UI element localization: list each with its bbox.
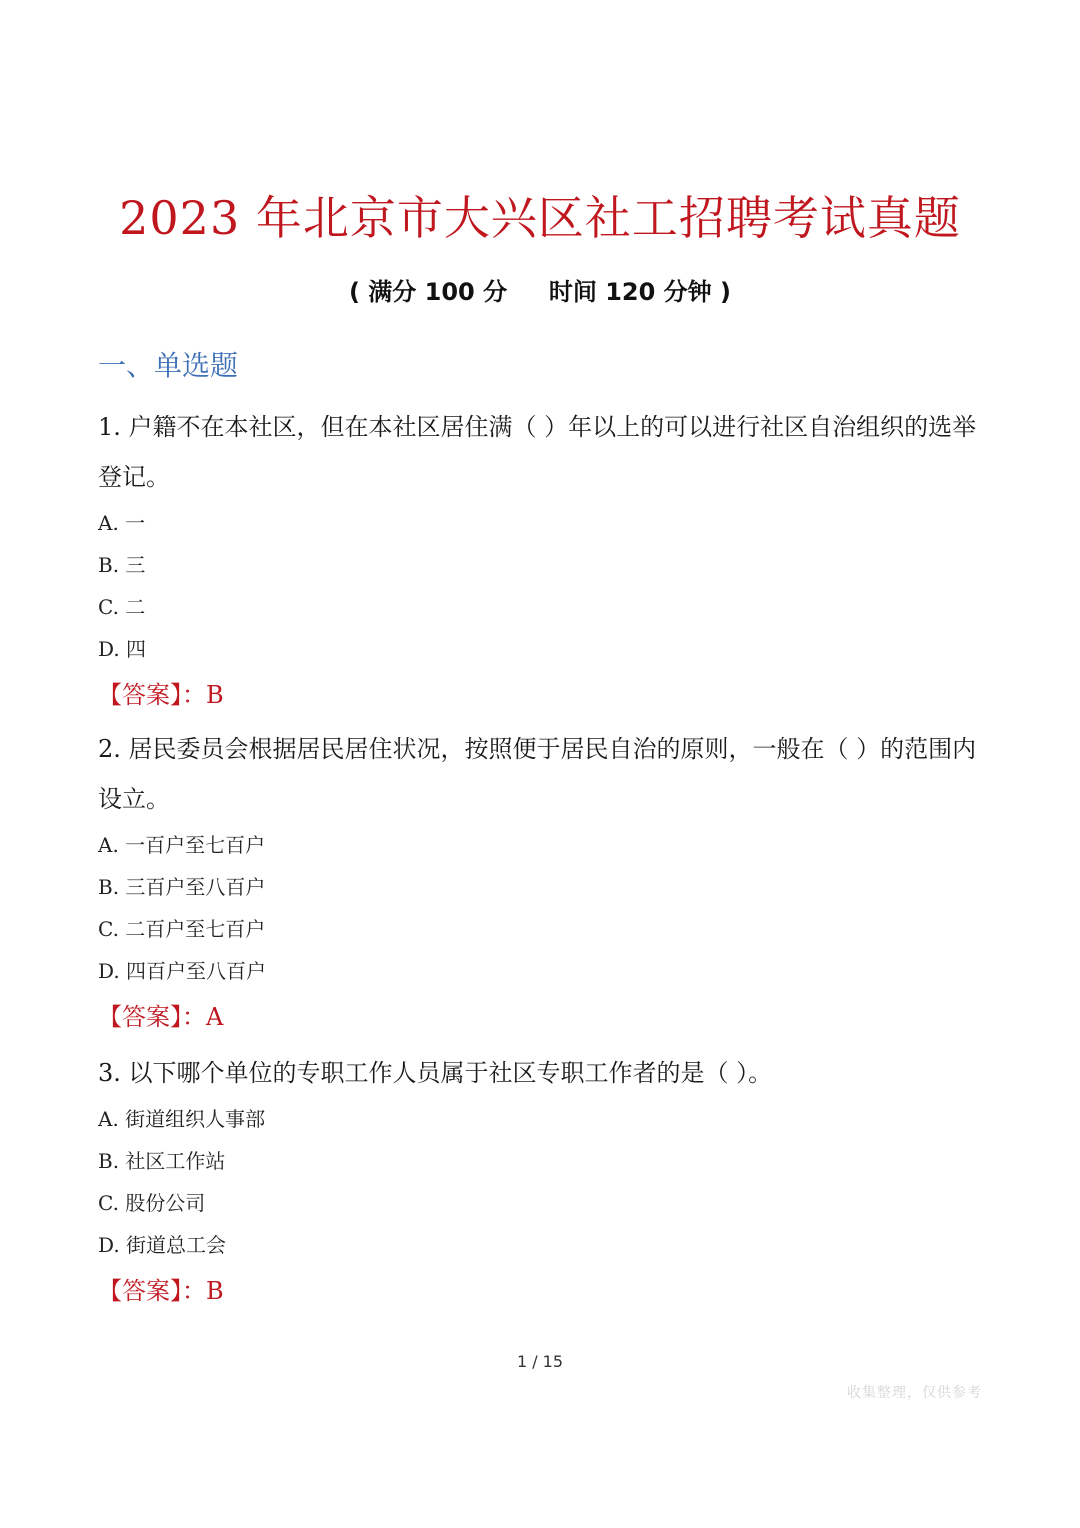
option-b: B. 社区工作站 (98, 1149, 226, 1173)
option-b: B. 三 (98, 553, 146, 577)
answer-label: 【答案】： (98, 1003, 206, 1031)
watermark-text: 收集整理，仅供参考 (847, 1385, 982, 1401)
option-d: D. 街道总工会 (98, 1233, 227, 1257)
answer-line (98, 1268, 988, 1314)
option-c: C. 二百户至七百户 (98, 917, 266, 941)
option-a: A. 一百户至七百户 (98, 833, 266, 857)
question-text: 1. 户籍不在本社区，但在本社区居住满（ ）年以上的可以进行社区自治组织的选举登记。 (98, 413, 977, 491)
answer-line (98, 672, 988, 718)
option-c: C. 二 (98, 595, 146, 619)
question-block-1 (98, 402, 988, 718)
question-text: 3. 以下哪个单位的专职工作人员属于社区专职工作者的是（ ）。 (98, 1059, 773, 1087)
section-heading: 一、单选题 (98, 349, 239, 382)
answer-label: 【答案】： (98, 1277, 206, 1305)
option-b: B. 三百户至八百户 (98, 875, 266, 899)
document-subtitle: ( 满分 100 分 时间 120 分钟 ) (348, 278, 732, 306)
answer-line (98, 994, 988, 1040)
question-text: 2. 居民委员会根据居民居住状况，按照便于居民自治的原则，一般在（ ）的范围内设立。 (98, 735, 977, 813)
option-d: D. 四百户至八百户 (98, 959, 267, 983)
answer-label: 【答案】： (98, 681, 206, 709)
answer-value: A (206, 1003, 224, 1031)
option-c: C. 股份公司 (98, 1191, 206, 1215)
option-a: A. 街道组织人事部 (98, 1107, 266, 1131)
option-a: A. 一 (98, 511, 146, 535)
question-block-2 (98, 724, 988, 1040)
answer-value: B (206, 681, 224, 709)
answer-value: B (206, 1277, 224, 1305)
document-title: 2023 年北京市大兴区社工招聘考试真题 (119, 191, 961, 245)
question-block-3 (98, 1048, 988, 1314)
option-d: D. 四 (98, 637, 147, 661)
page-number: 1 / 15 (516, 1352, 564, 1371)
